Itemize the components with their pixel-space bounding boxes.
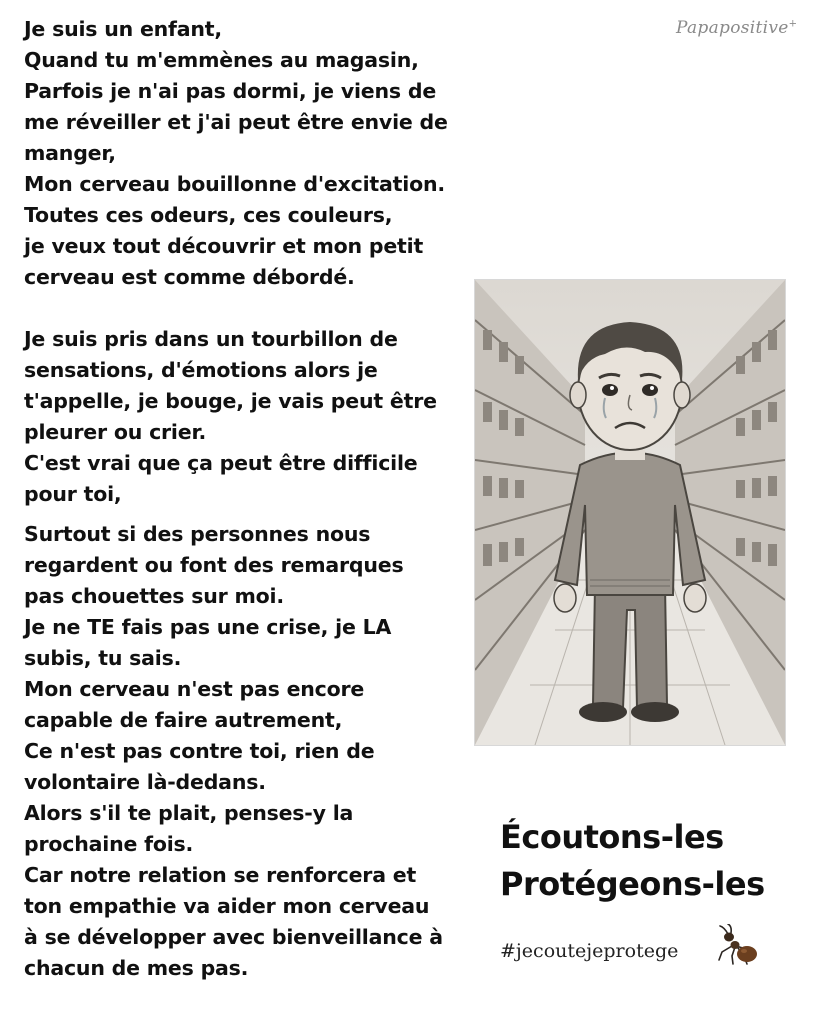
poem-line: C'est vrai que ça peut être difficile: [24, 451, 418, 475]
poem-line: Quand tu m'emmènes au magasin,: [24, 48, 419, 72]
poem-line: Je suis pris dans un tourbillon de: [24, 327, 398, 351]
poem-line: me réveiller et j'ai peut être envie de: [24, 110, 448, 134]
poem-line: Je suis un enfant,: [24, 17, 222, 41]
poem-line: cerveau est comme débordé.: [24, 265, 355, 289]
poem-line: pas chouettes sur moi.: [24, 584, 284, 608]
poem-line: volontaire là-dedans.: [24, 770, 266, 794]
poem-line: Parfois je n'ai pas dormi, je viens de: [24, 79, 437, 103]
poem-line: je veux tout découvrir et mon petit: [24, 234, 424, 258]
poem-line: à se développer avec bienveillance à: [24, 925, 443, 949]
poem-line: sensations, d'émotions alors je: [24, 358, 378, 382]
poem-line: subis, tu sais.: [24, 646, 182, 670]
poem-line: ton empathie va aider mon cerveau: [24, 894, 430, 918]
brand-logo: [676, 18, 797, 38]
poem-line: pour toi,: [24, 482, 122, 506]
poem-line: regardent ou font des remarques: [24, 553, 404, 577]
poem-line: Alors s'il te plait, penses-y la: [24, 801, 354, 825]
hashtag: #jecoutejeprotege: [500, 940, 679, 962]
brand-mark: +: [788, 18, 798, 30]
slogan: [500, 814, 765, 908]
poem-line: Je ne TE fais pas une crise, je LA: [24, 615, 392, 639]
poem-line: Ce n'est pas contre toi, rien de: [24, 739, 375, 763]
poem-line: Mon cerveau bouillonne d'excitation.: [24, 172, 445, 196]
poem-text: [24, 14, 474, 984]
poem-line: pleurer ou crier.: [24, 420, 207, 444]
poem-line: t'appelle, je bouge, je vais peut être: [24, 389, 437, 413]
slogan-line-2: Protégeons-les: [500, 865, 765, 903]
crying-child-illustration: [474, 279, 786, 746]
poem-line: Surtout si des personnes nous: [24, 522, 371, 546]
ant-icon: [714, 924, 760, 970]
brand-name: Papapositive: [676, 18, 789, 38]
slogan-line-1: Écoutons-les: [500, 818, 724, 856]
poem-line: manger,: [24, 141, 116, 165]
poem-line: capable de faire autrement,: [24, 708, 343, 732]
poem-line: prochaine fois.: [24, 832, 194, 856]
poem-line: Car notre relation se renforcera et: [24, 863, 417, 887]
poem-line: Toutes ces odeurs, ces couleurs,: [24, 203, 393, 227]
poem-line: chacun de mes pas.: [24, 956, 249, 980]
poem-line: Mon cerveau n'est pas encore: [24, 677, 365, 701]
